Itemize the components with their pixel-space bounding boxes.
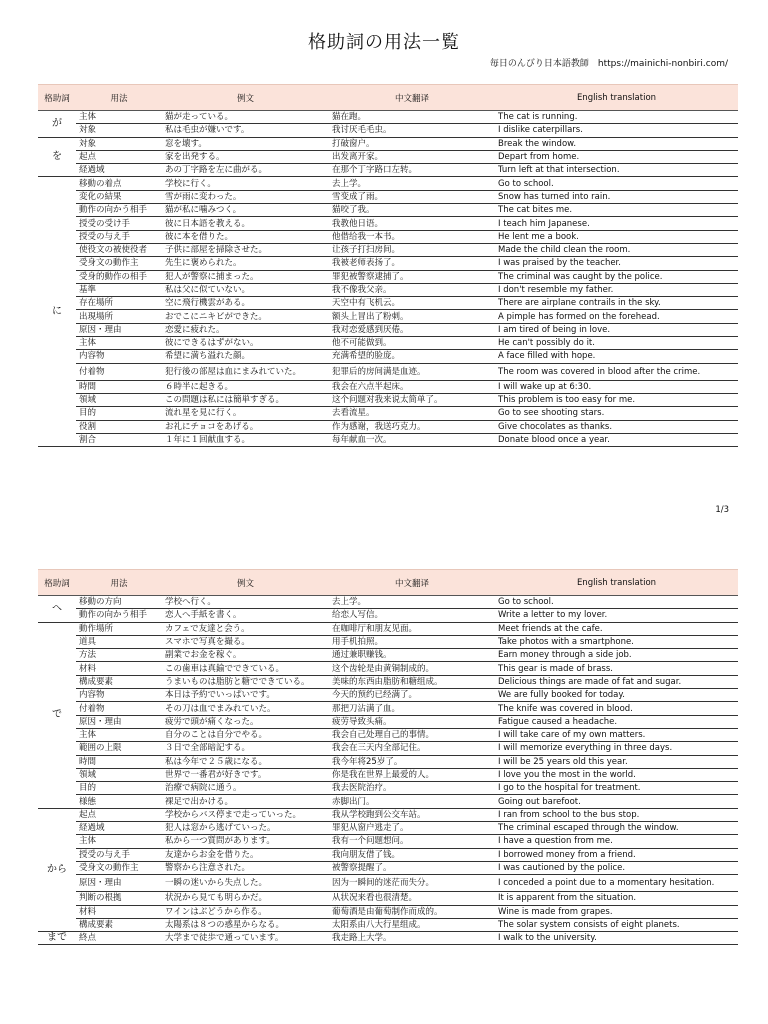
table-row xyxy=(38,164,738,177)
table-row xyxy=(38,875,738,892)
example-cell: 裸足で出かける。 xyxy=(162,795,329,808)
english-cell: The knife was covered in blood. xyxy=(495,702,738,715)
chinese-cell: 我教他日语。 xyxy=(329,217,495,230)
table-row xyxy=(38,363,738,380)
english-cell: Go to school. xyxy=(495,596,738,609)
english-cell: The solar system consists of eight planets. xyxy=(495,918,738,931)
example-cell: ワインはぶどうから作る。 xyxy=(162,905,329,918)
table-row xyxy=(38,190,738,203)
chinese-cell: 我会在三天内全部记住。 xyxy=(329,742,495,755)
chinese-cell: 在咖啡厅和朋友见面。 xyxy=(329,622,495,635)
usage-cell: 領域 xyxy=(76,768,162,781)
header-english: English translation xyxy=(495,85,738,111)
example-cell: 彼に本を借りた。 xyxy=(162,230,329,243)
usage-cell: 主体 xyxy=(76,111,162,124)
chinese-cell: 我走路上大学。 xyxy=(329,932,495,945)
table-row xyxy=(38,689,738,702)
chinese-cell: 他不可能做到。 xyxy=(329,337,495,350)
example-cell: 私は毛虫が嫌いです。 xyxy=(162,124,329,137)
usage-cell: 構成要素 xyxy=(76,675,162,688)
table-row xyxy=(38,433,738,446)
header-chinese: 中文翻译 xyxy=(329,85,495,111)
example-cell: 学校からバス停まで走っていった。 xyxy=(162,808,329,821)
chinese-cell: 太阳系由八大行星组成。 xyxy=(329,918,495,931)
chinese-cell: 我去医院治疗。 xyxy=(329,782,495,795)
english-cell: Go to school. xyxy=(495,177,738,190)
table-row xyxy=(38,217,738,230)
table-row xyxy=(38,177,738,190)
table-row xyxy=(38,822,738,835)
table-row xyxy=(38,310,738,323)
example-cell: うまいものは脂肪と糖でできている。 xyxy=(162,675,329,688)
example-cell: 自分のことは自分でやる。 xyxy=(162,728,329,741)
english-cell: He lent me a book. xyxy=(495,230,738,243)
english-cell: I am tired of being in love. xyxy=(495,323,738,336)
english-cell: We are fully booked for today. xyxy=(495,689,738,702)
usage-cell: 時間 xyxy=(76,755,162,768)
particle-cell: を xyxy=(38,137,76,177)
table-row xyxy=(38,905,738,918)
english-cell: Going out barefoot. xyxy=(495,795,738,808)
chinese-cell: 这个问题对我来说太简单了。 xyxy=(329,393,495,406)
example-cell: 副業でお金を稼ぐ。 xyxy=(162,649,329,662)
chinese-cell: 我被老师表扬了。 xyxy=(329,257,495,270)
example-cell: 犯人は窓から逃げていった。 xyxy=(162,822,329,835)
english-cell: Break the window. xyxy=(495,137,738,150)
header-usage: 用法 xyxy=(76,570,162,596)
example-cell: 犯人が警察に捕まった。 xyxy=(162,270,329,283)
english-cell: This gear is made of brass. xyxy=(495,662,738,675)
example-cell: カフェで友達と会う。 xyxy=(162,622,329,635)
table-row xyxy=(38,243,738,256)
chinese-cell: 这个齿轮是由黄铜制成的。 xyxy=(329,662,495,675)
english-cell: I ran from school to the bus stop. xyxy=(495,808,738,821)
chinese-cell: 打破窗户。 xyxy=(329,137,495,150)
chinese-cell: 给恋人写信。 xyxy=(329,609,495,622)
example-cell: 状況から見ても明らかだ。 xyxy=(162,892,329,905)
english-cell: I conceded a point due to a momentary hesitation. xyxy=(495,875,738,892)
english-cell: Delicious things are made of fat and sugar. xyxy=(495,675,738,688)
example-cell: おでこにニキビができた。 xyxy=(162,310,329,323)
chinese-cell: 用手机拍照。 xyxy=(329,635,495,648)
usage-cell: 材料 xyxy=(76,662,162,675)
chinese-cell: 在那个丁字路口左转。 xyxy=(329,164,495,177)
chinese-cell: 我不像我父亲。 xyxy=(329,283,495,296)
example-cell: 学校へ行く。 xyxy=(162,596,329,609)
example-cell: 本日は予約でいっぱいです。 xyxy=(162,689,329,702)
usage-cell: 授受の受け手 xyxy=(76,217,162,230)
usage-cell: 主体 xyxy=(76,337,162,350)
author-credit: 毎日のんびり日本語教師 https://mainichi-nonbiri.com/ xyxy=(489,59,728,69)
chinese-cell: 猫咬了我。 xyxy=(329,204,495,217)
chinese-cell: 天空中有飞机云。 xyxy=(329,297,495,310)
chinese-cell: 因为一瞬间的迷茫而失分。 xyxy=(329,875,495,892)
english-cell: The room was covered in blood after the crime. xyxy=(495,363,738,380)
chinese-cell: 让孩子打扫房间。 xyxy=(329,243,495,256)
chinese-cell: 他借给我一本书。 xyxy=(329,230,495,243)
particle-cell: で xyxy=(38,622,76,808)
english-cell: I don't resemble my father. xyxy=(495,283,738,296)
example-cell: 子供に部屋を掃除させた。 xyxy=(162,243,329,256)
table-row xyxy=(38,728,738,741)
english-cell: Snow has turned into rain. xyxy=(495,190,738,203)
page-number: 1/3 xyxy=(715,505,729,515)
chinese-cell: 赤脚出门。 xyxy=(329,795,495,808)
english-cell: A pimple has formed on the forehead. xyxy=(495,310,738,323)
example-cell: 警察から注意された。 xyxy=(162,861,329,874)
chinese-cell: 犯罪后的房间满是血迹。 xyxy=(329,363,495,380)
english-cell: Meet friends at the cafe. xyxy=(495,622,738,635)
header-usage: 用法 xyxy=(76,85,162,111)
example-cell: 空に飛行機雲がある。 xyxy=(162,297,329,310)
english-cell: Depart from home. xyxy=(495,150,738,163)
example-cell: 疲労で頭が痛くなった。 xyxy=(162,715,329,728)
usage-cell: 原因・理由 xyxy=(76,715,162,728)
english-cell: Made the child clean the room. xyxy=(495,243,738,256)
page-title: 格助詞の用法一覧 xyxy=(308,32,460,53)
header-english: English translation xyxy=(495,570,738,596)
usage-cell: 様態 xyxy=(76,795,162,808)
example-cell: ６時半に起きる。 xyxy=(162,380,329,393)
table-row xyxy=(38,861,738,874)
chinese-cell: 被警察提醒了。 xyxy=(329,861,495,874)
usage-cell: 存在場所 xyxy=(76,297,162,310)
example-cell: 恋人へ手紙を書く。 xyxy=(162,609,329,622)
english-cell: The cat is running. xyxy=(495,111,738,124)
chinese-cell: 我讨厌毛毛虫。 xyxy=(329,124,495,137)
table-row xyxy=(38,350,738,363)
table-row xyxy=(38,393,738,406)
usage-cell: 変化の結果 xyxy=(76,190,162,203)
english-cell: I have a question from me. xyxy=(495,835,738,848)
example-cell: 太陽系は８つの惑星からなる。 xyxy=(162,918,329,931)
example-cell: 一瞬の迷いから失点した。 xyxy=(162,875,329,892)
chinese-cell: 罪犯被警察逮捕了。 xyxy=(329,270,495,283)
example-cell: 友達からお金を借りた。 xyxy=(162,848,329,861)
english-cell: This problem is too easy for me. xyxy=(495,393,738,406)
table-row xyxy=(38,675,738,688)
english-cell: I will take care of my own matters. xyxy=(495,728,738,741)
usage-cell: 受身文の動作主 xyxy=(76,257,162,270)
chinese-cell: 我从学校跑到公交车站。 xyxy=(329,808,495,821)
table-row xyxy=(38,270,738,283)
table-row xyxy=(38,918,738,931)
english-cell: I will wake up at 6:30. xyxy=(495,380,738,393)
table-row xyxy=(38,137,738,150)
english-cell: I love you the most in the world. xyxy=(495,768,738,781)
example-cell: 希望に満ち溢れた顔。 xyxy=(162,350,329,363)
chinese-cell: 作为感谢，我送巧克力。 xyxy=(329,420,495,433)
example-cell: 窓を壊す。 xyxy=(162,137,329,150)
example-cell: 私は今年で２５歳になる。 xyxy=(162,755,329,768)
header-example: 例文 xyxy=(162,570,329,596)
chinese-cell: 雪变成了雨。 xyxy=(329,190,495,203)
header-particle: 格助詞 xyxy=(38,570,76,596)
usage-cell: 移動の着点 xyxy=(76,177,162,190)
usage-cell: 起点 xyxy=(76,150,162,163)
usage-cell: 材料 xyxy=(76,905,162,918)
chinese-cell: 从状况来看也很清楚。 xyxy=(329,892,495,905)
english-cell: Wine is made from grapes. xyxy=(495,905,738,918)
english-cell: Give chocolates as thanks. xyxy=(495,420,738,433)
usage-cell: 時間 xyxy=(76,380,162,393)
table-row xyxy=(38,150,738,163)
chinese-cell: 去看流星。 xyxy=(329,407,495,420)
table-row xyxy=(38,283,738,296)
example-cell: 私から一つ質問があります。 xyxy=(162,835,329,848)
english-cell: Donate blood once a year. xyxy=(495,433,738,446)
english-cell: I borrowed money from a friend. xyxy=(495,848,738,861)
example-cell: この問題は私には簡単すぎる。 xyxy=(162,393,329,406)
usage-cell: 対象 xyxy=(76,137,162,150)
usage-cell: 基準 xyxy=(76,283,162,296)
example-cell: 恋愛に疲れた。 xyxy=(162,323,329,336)
english-cell: I will memorize everything in three days. xyxy=(495,742,738,755)
english-cell: I teach him Japanese. xyxy=(495,217,738,230)
particle-cell: が xyxy=(38,111,76,138)
english-cell: The criminal escaped through the window. xyxy=(495,822,738,835)
header-example: 例文 xyxy=(162,85,329,111)
table-header-row xyxy=(38,570,738,596)
table-row xyxy=(38,755,738,768)
table-row xyxy=(38,932,738,945)
example-cell: 彼にできるはずがない。 xyxy=(162,337,329,350)
example-cell: 流れ星を見に行く。 xyxy=(162,407,329,420)
table-row xyxy=(38,649,738,662)
english-cell: The cat bites me. xyxy=(495,204,738,217)
english-cell: I walk to the university. xyxy=(495,932,738,945)
chinese-cell: 通过兼职赚钱。 xyxy=(329,649,495,662)
english-cell: I go to the hospital for treatment. xyxy=(495,782,738,795)
table-row xyxy=(38,407,738,420)
table-row xyxy=(38,622,738,635)
usage-cell: 付着物 xyxy=(76,702,162,715)
example-cell: １年に１回献血する。 xyxy=(162,433,329,446)
usage-cell: 動作の向かう相手 xyxy=(76,609,162,622)
example-cell: 家を出発する。 xyxy=(162,150,329,163)
particle-cell: まで xyxy=(38,932,76,945)
table-row xyxy=(38,835,738,848)
table-row xyxy=(38,702,738,715)
chinese-cell: 充满希望的脸庞。 xyxy=(329,350,495,363)
table-row xyxy=(38,337,738,350)
usage-cell: 使役文の被使役者 xyxy=(76,243,162,256)
english-cell: Take photos with a smartphone. xyxy=(495,635,738,648)
usage-cell: 判断の根拠 xyxy=(76,892,162,905)
table-row xyxy=(38,323,738,336)
usage-cell: 主体 xyxy=(76,835,162,848)
table-row xyxy=(38,257,738,270)
chinese-cell: 葡萄酒是由葡萄制作而成的。 xyxy=(329,905,495,918)
example-cell: 犯行後の部屋は血にまみれていた。 xyxy=(162,363,329,380)
example-cell: 私は父に似ていない。 xyxy=(162,283,329,296)
usage-cell: 目的 xyxy=(76,782,162,795)
chinese-cell: 罪犯从窗户逃走了。 xyxy=(329,822,495,835)
example-cell: スマホで写真を撮る。 xyxy=(162,635,329,648)
english-cell: Write a letter to my lover. xyxy=(495,609,738,622)
usage-cell: 役割 xyxy=(76,420,162,433)
example-cell: 先生に褒められた。 xyxy=(162,257,329,270)
example-cell: 雪が雨に変わった。 xyxy=(162,190,329,203)
example-cell: お礼にチョコをあげる。 xyxy=(162,420,329,433)
example-cell: 猫が私に噛みつく。 xyxy=(162,204,329,217)
table-row xyxy=(38,848,738,861)
usage-cell: 原因・理由 xyxy=(76,323,162,336)
example-cell: この歯車は真鍮でできている。 xyxy=(162,662,329,675)
table-row xyxy=(38,609,738,622)
table-row xyxy=(38,742,738,755)
english-cell: I was praised by the teacher. xyxy=(495,257,738,270)
table-row xyxy=(38,111,738,124)
table-row xyxy=(38,380,738,393)
usage-cell: 動作場所 xyxy=(76,622,162,635)
usage-cell: 受身的動作の相手 xyxy=(76,270,162,283)
particle-cell: へ xyxy=(38,596,76,623)
usage-cell: 移動の方向 xyxy=(76,596,162,609)
header-chinese: 中文翻译 xyxy=(329,570,495,596)
example-cell: あの丁字路を左に曲がる。 xyxy=(162,164,329,177)
table-row xyxy=(38,230,738,243)
table-row xyxy=(38,596,738,609)
usage-cell: 目的 xyxy=(76,407,162,420)
chinese-cell: 我会在六点半起床。 xyxy=(329,380,495,393)
example-cell: 学校に行く。 xyxy=(162,177,329,190)
example-cell: 彼に日本語を教える。 xyxy=(162,217,329,230)
table-row xyxy=(38,795,738,808)
usage-cell: 領域 xyxy=(76,393,162,406)
usage-cell: 終点 xyxy=(76,932,162,945)
usage-cell: 原因・理由 xyxy=(76,875,162,892)
usage-cell: 受身文の動作主 xyxy=(76,861,162,874)
table-row xyxy=(38,715,738,728)
usage-cell: 内容物 xyxy=(76,350,162,363)
english-cell: Go to see shooting stars. xyxy=(495,407,738,420)
english-cell: There are airplane contrails in the sky. xyxy=(495,297,738,310)
usage-cell: 内容物 xyxy=(76,689,162,702)
particle-table-1 xyxy=(38,84,738,447)
usage-cell: 構成要素 xyxy=(76,918,162,931)
chinese-cell: 去上学。 xyxy=(329,596,495,609)
table-row xyxy=(38,204,738,217)
chinese-cell: 疲劳导致头痛。 xyxy=(329,715,495,728)
particle-cell: に xyxy=(38,177,76,447)
chinese-cell: 每年献血一次。 xyxy=(329,433,495,446)
usage-cell: 起点 xyxy=(76,808,162,821)
table-row xyxy=(38,808,738,821)
usage-cell: 経過域 xyxy=(76,822,162,835)
chinese-cell: 猫在跑。 xyxy=(329,111,495,124)
example-cell: 猫が走っている。 xyxy=(162,111,329,124)
chinese-cell: 你是我在世界上最爱的人。 xyxy=(329,768,495,781)
example-cell: 大学まで徒歩で通っています。 xyxy=(162,932,329,945)
usage-cell: 出現場所 xyxy=(76,310,162,323)
english-cell: The criminal was caught by the police. xyxy=(495,270,738,283)
example-cell: ３日で全部暗記する。 xyxy=(162,742,329,755)
table-row xyxy=(38,662,738,675)
english-cell: It is apparent from the situation. xyxy=(495,892,738,905)
usage-cell: 授受の与え手 xyxy=(76,848,162,861)
english-cell: He can't possibly do it. xyxy=(495,337,738,350)
usage-cell: 付着物 xyxy=(76,363,162,380)
chinese-cell: 我对恋爱感到厌倦。 xyxy=(329,323,495,336)
table-row xyxy=(38,768,738,781)
chinese-cell: 那把刀沾满了血。 xyxy=(329,702,495,715)
chinese-cell: 去上学。 xyxy=(329,177,495,190)
english-cell: A face filled with hope. xyxy=(495,350,738,363)
usage-cell: 方法 xyxy=(76,649,162,662)
particle-table-2 xyxy=(38,569,738,945)
usage-cell: 動作の向かう相手 xyxy=(76,204,162,217)
chinese-cell: 额头上冒出了粉刺。 xyxy=(329,310,495,323)
table-row xyxy=(38,782,738,795)
usage-cell: 授受の与え手 xyxy=(76,230,162,243)
particle-cell: から xyxy=(38,808,76,931)
usage-cell: 道具 xyxy=(76,635,162,648)
english-cell: I will be 25 years old this year. xyxy=(495,755,738,768)
usage-cell: 経過域 xyxy=(76,164,162,177)
chinese-cell: 美味的东西由脂肪和糖组成。 xyxy=(329,675,495,688)
usage-cell: 対象 xyxy=(76,124,162,137)
example-cell: その刀は血でまみれていた。 xyxy=(162,702,329,715)
table-row xyxy=(38,124,738,137)
table-row xyxy=(38,635,738,648)
chinese-cell: 我向朋友借了钱。 xyxy=(329,848,495,861)
usage-cell: 主体 xyxy=(76,728,162,741)
chinese-cell: 今天的预约已经满了。 xyxy=(329,689,495,702)
english-cell: I dislike caterpillars. xyxy=(495,124,738,137)
english-cell: Fatigue caused a headache. xyxy=(495,715,738,728)
chinese-cell: 我有一个问题想问。 xyxy=(329,835,495,848)
chinese-cell: 出发离开家。 xyxy=(329,150,495,163)
english-cell: Earn money through a side job. xyxy=(495,649,738,662)
chinese-cell: 我今年将25岁了。 xyxy=(329,755,495,768)
chinese-cell: 我会自己处理自己的事情。 xyxy=(329,728,495,741)
usage-cell: 割合 xyxy=(76,433,162,446)
english-cell: I was cautioned by the police. xyxy=(495,861,738,874)
table-header-row xyxy=(38,85,738,111)
english-cell: Turn left at that intersection. xyxy=(495,164,738,177)
header-particle: 格助詞 xyxy=(38,85,76,111)
example-cell: 治療で病院に通う。 xyxy=(162,782,329,795)
usage-cell: 範囲の上限 xyxy=(76,742,162,755)
table-row xyxy=(38,297,738,310)
table-row xyxy=(38,420,738,433)
table-row xyxy=(38,892,738,905)
example-cell: 世界で一番君が好きです。 xyxy=(162,768,329,781)
